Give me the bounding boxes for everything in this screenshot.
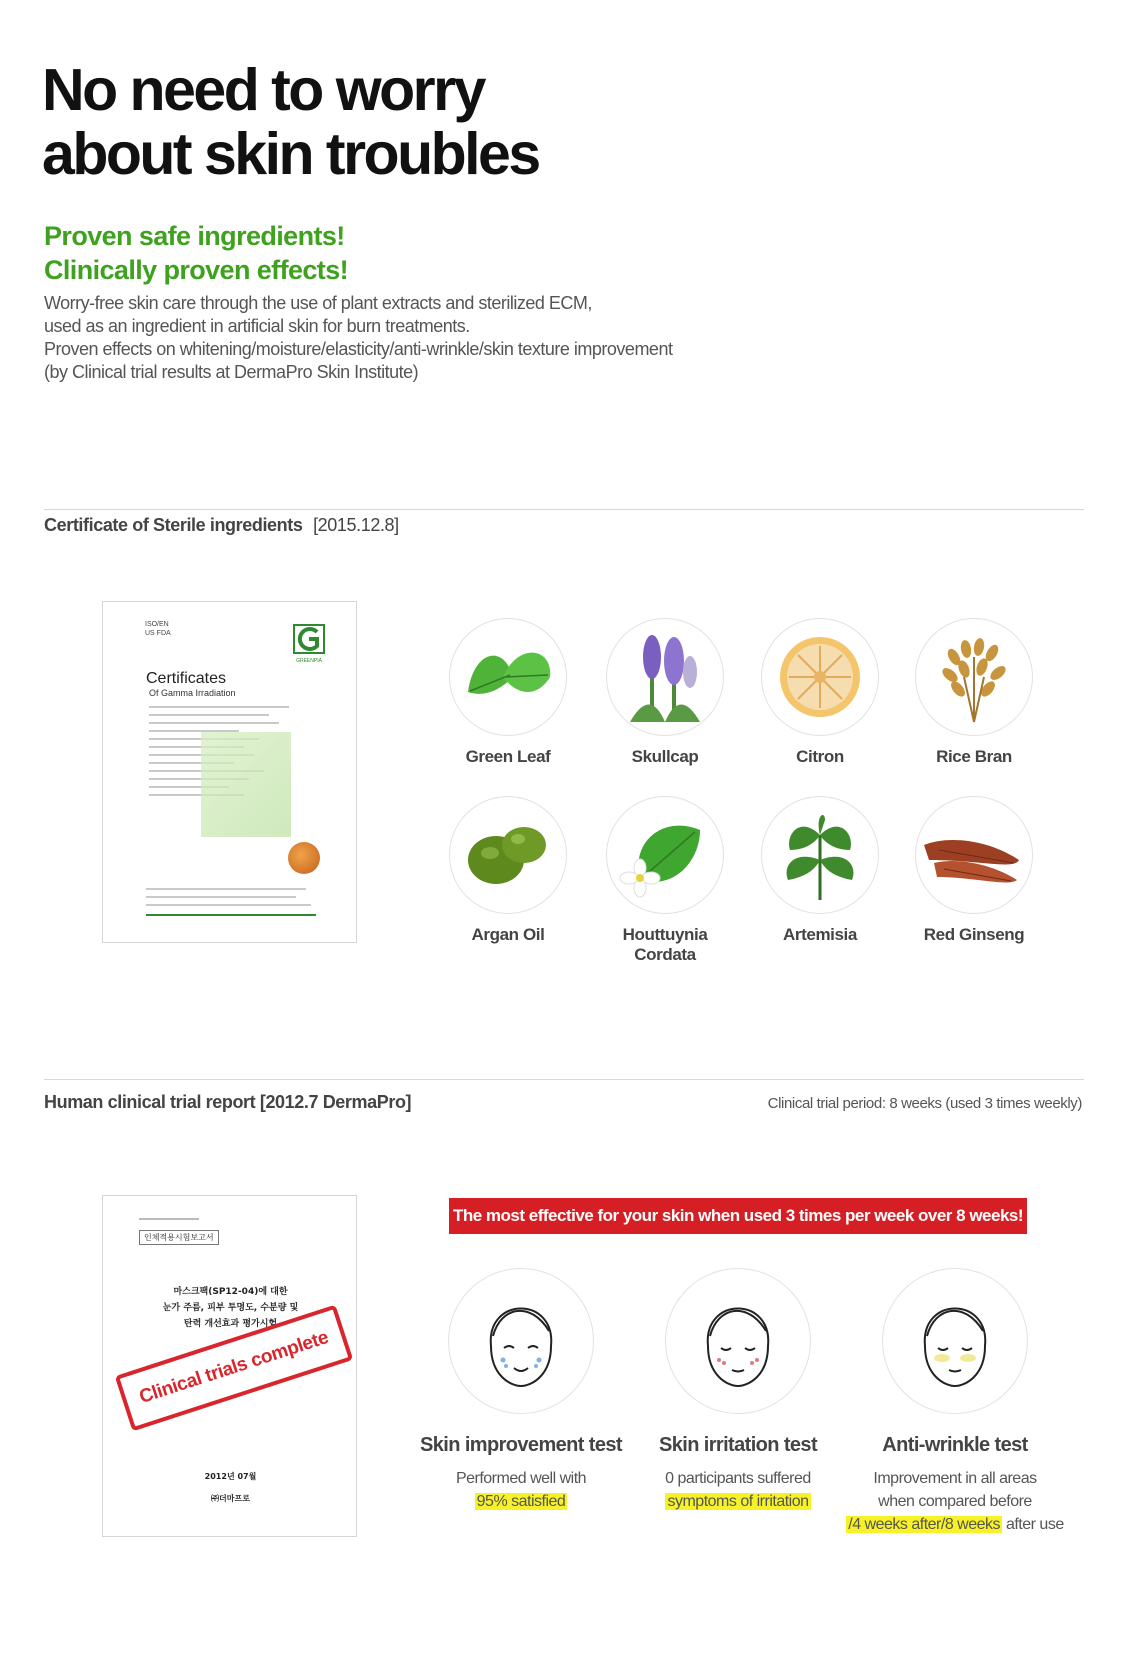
artemisia-leaf-icon <box>770 805 870 905</box>
ingredient-circle <box>449 796 567 914</box>
cert-top-text <box>145 620 171 638</box>
cert-top-line: ISO/EN <box>145 621 169 628</box>
ingredient-label: Houttuynia Cordata <box>622 925 708 964</box>
cert-watermark <box>201 732 291 837</box>
subhead-line-2: Clinically proven effects! <box>44 255 348 285</box>
desc-line: Worry-free skin care through the use of plant extracts and sterilized ECM, <box>44 293 592 313</box>
effectiveness-banner: The most effective for your skin when used 3 times per week over 8 weeks! <box>449 1198 1027 1234</box>
certificate-date: [2015.12.8] <box>313 515 399 535</box>
desc-line: (by Clinical trial results at DermaPro Skin Institute) <box>44 362 419 382</box>
test-line: 0 participants suffered <box>665 1470 811 1487</box>
desc-line: used as an ingredient in artificial skin for burn treatments. <box>44 316 470 336</box>
report-header-rule <box>139 1218 199 1220</box>
test-highlight: 95% satisfied <box>476 1493 566 1510</box>
ingredient-label: Rice Bran <box>936 747 1012 766</box>
red-ginseng-icon <box>919 815 1029 895</box>
clinical-section-title: Human clinical trial report [2012.7 DermaPro] <box>44 1092 412 1112</box>
ingredient-circle <box>915 796 1033 914</box>
ingredient-label: Argan Oil <box>471 925 545 944</box>
ingredient-skullcap <box>590 618 740 767</box>
ingredient-label: Green Leaf <box>465 747 551 766</box>
desc-line: Proven effects on whitening/moisture/elasticity/anti-wrinkle/skin texture improvement <box>44 339 673 359</box>
ingredient-citron <box>745 618 895 767</box>
cert-footer-rule <box>146 914 316 916</box>
test-result <box>618 1490 858 1513</box>
argan-fruit-icon <box>458 815 558 895</box>
anti-wrinkle-test <box>835 1268 1075 1536</box>
page-headline <box>42 58 642 186</box>
cert-top-line: US FDA <box>145 630 171 637</box>
greenpia-logo-text: GREENPIA <box>296 658 322 664</box>
test-highlight: symptoms of irritation <box>667 1493 809 1510</box>
test-highlight: /4 weeks after/8 weeks <box>848 1516 1001 1533</box>
certificate-section-title <box>44 515 399 536</box>
report-title-line: 탄력 개선효과 평가시험 <box>183 1319 278 1329</box>
test-line: when compared before <box>878 1493 1032 1510</box>
report-footer <box>103 1466 358 1510</box>
subhead-line-1: Proven safe ingredients! <box>44 221 345 251</box>
test-line: Performed well with <box>455 1470 587 1487</box>
clinical-period-note: Clinical trial period: 8 weeks (used 3 times weekly) <box>767 1095 1082 1112</box>
ingredient-circle <box>761 618 879 736</box>
ingredient-label: Skullcap <box>631 747 699 766</box>
headline-line-1: No need to worry <box>42 57 484 123</box>
cert-doc-heading: Certificates <box>146 670 227 687</box>
ingredient-label: Artemisia <box>783 925 857 944</box>
section-divider <box>44 509 1084 510</box>
ingredient-houttuynia-cordata <box>590 796 740 965</box>
ingredient-green-leaf <box>433 618 583 767</box>
ingredient-circle <box>915 618 1033 736</box>
report-org: ㈜더마프로 <box>211 1494 250 1503</box>
intro-description <box>44 292 764 384</box>
houttuynia-leaf-icon <box>615 810 715 900</box>
skin-irritation-test <box>618 1268 858 1513</box>
ingredient-red-ginseng <box>899 796 1049 945</box>
test-line: Improvement in all areas <box>873 1470 1037 1487</box>
report-title-line: 마스크팩(SP12-04)에 대한 <box>173 1287 288 1297</box>
cert-footer-text <box>146 888 316 912</box>
ingredient-circle <box>606 796 724 914</box>
clinical-trials-complete-stamp: Clinical trials complete <box>115 1305 354 1432</box>
report-top-label: 인체적용시험보고서 <box>139 1230 219 1245</box>
test-tail: after use <box>1002 1516 1064 1533</box>
test-result <box>835 1513 1075 1536</box>
cert-seal-icon <box>288 842 320 874</box>
certificate-document <box>102 601 357 943</box>
face-smooth-icon <box>905 1286 1005 1396</box>
ingredient-argan-oil <box>433 796 583 945</box>
rice-bran-icon <box>924 627 1024 727</box>
report-date: 2012년 07월 <box>204 1472 257 1481</box>
headline-line-2: about skin troubles <box>42 121 539 187</box>
greenpia-logo-icon <box>293 624 325 664</box>
ingredient-label: Red Ginseng <box>923 925 1025 944</box>
green-leaf-icon <box>458 637 558 717</box>
test-title: Skin improvement test <box>420 1434 622 1456</box>
section-divider <box>44 1079 1084 1080</box>
ingredient-artemisia <box>745 796 895 945</box>
ingredient-circle <box>606 618 724 736</box>
certificate-title-text: Certificate of Sterile ingredients <box>44 515 303 535</box>
ingredient-circle <box>761 796 879 914</box>
face-circle <box>665 1268 811 1414</box>
test-result <box>401 1490 641 1513</box>
skin-improvement-test <box>401 1268 641 1513</box>
ingredient-circle <box>449 618 567 736</box>
cert-doc-subheading: Of Gamma Irradiation <box>149 688 236 698</box>
test-title: Anti-wrinkle test <box>882 1434 1028 1456</box>
ingredient-label: Citron <box>796 747 844 766</box>
skullcap-flower-icon <box>620 627 710 727</box>
face-happy-icon <box>471 1286 571 1396</box>
ingredient-rice-bran <box>899 618 1049 767</box>
face-circle <box>882 1268 1028 1414</box>
citron-slice-icon <box>775 632 865 722</box>
face-calm-icon <box>688 1286 788 1396</box>
report-title-line: 눈가 주름, 피부 투명도, 수분량 및 <box>162 1303 299 1313</box>
face-circle <box>448 1268 594 1414</box>
test-title: Skin irritation test <box>658 1434 818 1456</box>
